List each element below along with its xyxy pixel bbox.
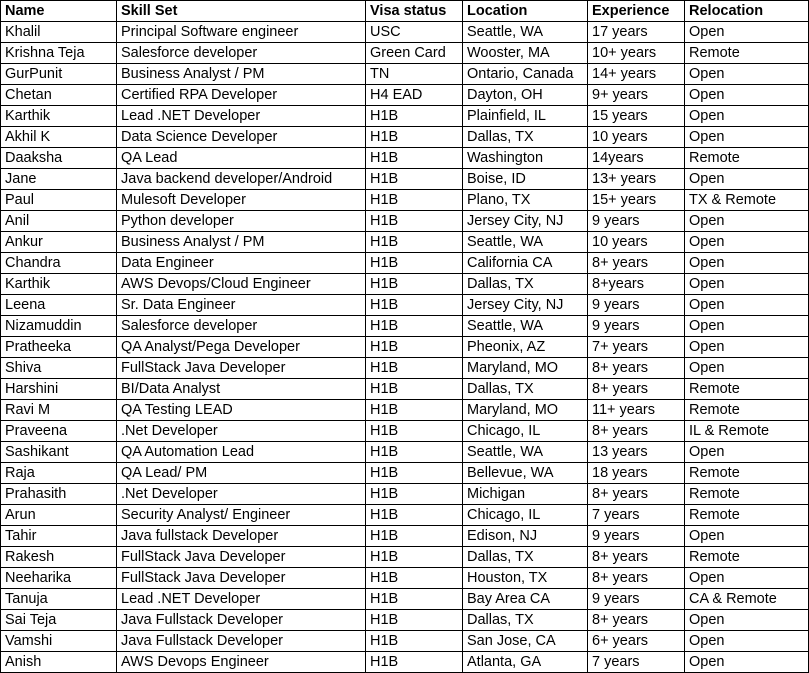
cell-experience: 8+ years bbox=[588, 610, 685, 631]
cell-visa-status: H1B bbox=[366, 106, 463, 127]
cell-experience: 11+ years bbox=[588, 400, 685, 421]
cell-relocation: Open bbox=[685, 253, 809, 274]
cell-name: Jane bbox=[1, 169, 117, 190]
cell-skill-set: BI/Data Analyst bbox=[117, 379, 366, 400]
cell-experience: 10 years bbox=[588, 232, 685, 253]
cell-relocation: IL & Remote bbox=[685, 421, 809, 442]
cell-relocation: Open bbox=[685, 610, 809, 631]
cell-experience: 15 years bbox=[588, 106, 685, 127]
cell-location: Dallas, TX bbox=[463, 547, 588, 568]
cell-visa-status: H1B bbox=[366, 316, 463, 337]
cell-location: San Jose, CA bbox=[463, 631, 588, 652]
cell-visa-status: H1B bbox=[366, 568, 463, 589]
cell-name: Chandra bbox=[1, 253, 117, 274]
cell-location: Dayton, OH bbox=[463, 85, 588, 106]
cell-name: Daaksha bbox=[1, 148, 117, 169]
cell-location: Michigan bbox=[463, 484, 588, 505]
cell-experience: 13+ years bbox=[588, 169, 685, 190]
cell-experience: 13 years bbox=[588, 442, 685, 463]
cell-name: Arun bbox=[1, 505, 117, 526]
cell-relocation: Remote bbox=[685, 148, 809, 169]
cell-skill-set: Lead .NET Developer bbox=[117, 589, 366, 610]
cell-location: Bay Area CA bbox=[463, 589, 588, 610]
cell-name: Anish bbox=[1, 652, 117, 673]
cell-location: Edison, NJ bbox=[463, 526, 588, 547]
cell-location: Seattle, WA bbox=[463, 22, 588, 43]
cell-location: California CA bbox=[463, 253, 588, 274]
cell-location: Bellevue, WA bbox=[463, 463, 588, 484]
cell-experience: 6+ years bbox=[588, 631, 685, 652]
cell-visa-status: H1B bbox=[366, 190, 463, 211]
table-row bbox=[1, 106, 809, 127]
cell-experience: 8+ years bbox=[588, 358, 685, 379]
cell-skill-set: Data Engineer bbox=[117, 253, 366, 274]
cell-experience: 9 years bbox=[588, 316, 685, 337]
cell-location: Plainfield, IL bbox=[463, 106, 588, 127]
cell-visa-status: H1B bbox=[366, 442, 463, 463]
cell-name: Krishna Teja bbox=[1, 43, 117, 64]
cell-name: Sai Teja bbox=[1, 610, 117, 631]
cell-visa-status: Green Card bbox=[366, 43, 463, 64]
cell-skill-set: Java backend developer/Android bbox=[117, 169, 366, 190]
cell-skill-set: Python developer bbox=[117, 211, 366, 232]
cell-location: Boise, ID bbox=[463, 169, 588, 190]
cell-name: Vamshi bbox=[1, 631, 117, 652]
cell-name: Leena bbox=[1, 295, 117, 316]
cell-visa-status: H1B bbox=[366, 610, 463, 631]
cell-name: Ravi M bbox=[1, 400, 117, 421]
cell-relocation: Open bbox=[685, 85, 809, 106]
table-row bbox=[1, 568, 809, 589]
cell-experience: 9 years bbox=[588, 295, 685, 316]
cell-location: Seattle, WA bbox=[463, 232, 588, 253]
cell-location: Maryland, MO bbox=[463, 400, 588, 421]
cell-skill-set: Java fullstack Developer bbox=[117, 526, 366, 547]
cell-name: Paul bbox=[1, 190, 117, 211]
cell-relocation: Open bbox=[685, 631, 809, 652]
cell-experience: 7 years bbox=[588, 505, 685, 526]
cell-location: Dallas, TX bbox=[463, 610, 588, 631]
cell-skill-set: FullStack Java Developer bbox=[117, 547, 366, 568]
cell-name: GurPunit bbox=[1, 64, 117, 85]
cell-name: Neeharika bbox=[1, 568, 117, 589]
table-row bbox=[1, 652, 809, 673]
cell-relocation: Remote bbox=[685, 379, 809, 400]
table-row bbox=[1, 631, 809, 652]
table-row bbox=[1, 64, 809, 85]
cell-name: Akhil K bbox=[1, 127, 117, 148]
table-row bbox=[1, 421, 809, 442]
cell-relocation: Remote bbox=[685, 484, 809, 505]
cell-skill-set: AWS Devops Engineer bbox=[117, 652, 366, 673]
cell-skill-set: .Net Developer bbox=[117, 421, 366, 442]
header-name: Name bbox=[1, 1, 117, 22]
cell-location: Seattle, WA bbox=[463, 442, 588, 463]
table-row bbox=[1, 358, 809, 379]
table-row bbox=[1, 316, 809, 337]
cell-skill-set: QA Analyst/Pega Developer bbox=[117, 337, 366, 358]
cell-location: Atlanta, GA bbox=[463, 652, 588, 673]
cell-visa-status: H1B bbox=[366, 232, 463, 253]
cell-visa-status: H1B bbox=[366, 253, 463, 274]
cell-name: Rakesh bbox=[1, 547, 117, 568]
table-row bbox=[1, 274, 809, 295]
cell-experience: 7 years bbox=[588, 652, 685, 673]
cell-relocation: Open bbox=[685, 232, 809, 253]
cell-visa-status: H1B bbox=[366, 421, 463, 442]
cell-relocation: Open bbox=[685, 652, 809, 673]
cell-experience: 14+ years bbox=[588, 64, 685, 85]
cell-experience: 8+ years bbox=[588, 568, 685, 589]
cell-visa-status: TN bbox=[366, 64, 463, 85]
cell-skill-set: QA Lead/ PM bbox=[117, 463, 366, 484]
cell-location: Chicago, IL bbox=[463, 505, 588, 526]
cell-relocation: Open bbox=[685, 526, 809, 547]
cell-name: Sashikant bbox=[1, 442, 117, 463]
cell-location: Dallas, TX bbox=[463, 379, 588, 400]
cell-visa-status: H1B bbox=[366, 358, 463, 379]
cell-visa-status: H1B bbox=[366, 652, 463, 673]
cell-experience: 10 years bbox=[588, 127, 685, 148]
cell-visa-status: H1B bbox=[366, 295, 463, 316]
cell-relocation: Open bbox=[685, 211, 809, 232]
cell-relocation: Open bbox=[685, 22, 809, 43]
table-row bbox=[1, 43, 809, 64]
cell-experience: 9 years bbox=[588, 211, 685, 232]
header-relocation: Relocation bbox=[685, 1, 809, 22]
cell-visa-status: H1B bbox=[366, 505, 463, 526]
cell-skill-set: Mulesoft Developer bbox=[117, 190, 366, 211]
cell-visa-status: H1B bbox=[366, 337, 463, 358]
cell-relocation: Open bbox=[685, 337, 809, 358]
cell-location: Plano, TX bbox=[463, 190, 588, 211]
cell-visa-status: H1B bbox=[366, 274, 463, 295]
cell-name: Pratheeka bbox=[1, 337, 117, 358]
cell-name: Shiva bbox=[1, 358, 117, 379]
table-row bbox=[1, 589, 809, 610]
cell-skill-set: QA Lead bbox=[117, 148, 366, 169]
table-row bbox=[1, 22, 809, 43]
cell-location: Chicago, IL bbox=[463, 421, 588, 442]
cell-name: Raja bbox=[1, 463, 117, 484]
cell-name: Harshini bbox=[1, 379, 117, 400]
cell-experience: 9 years bbox=[588, 589, 685, 610]
cell-location: Pheonix, AZ bbox=[463, 337, 588, 358]
cell-relocation: Remote bbox=[685, 400, 809, 421]
cell-relocation: Open bbox=[685, 568, 809, 589]
cell-experience: 18 years bbox=[588, 463, 685, 484]
table-row bbox=[1, 400, 809, 421]
table-row bbox=[1, 442, 809, 463]
cell-visa-status: H1B bbox=[366, 484, 463, 505]
table-row bbox=[1, 85, 809, 106]
table-row bbox=[1, 484, 809, 505]
cell-experience: 8+ years bbox=[588, 421, 685, 442]
cell-location: Maryland, MO bbox=[463, 358, 588, 379]
cell-skill-set: .Net Developer bbox=[117, 484, 366, 505]
cell-experience: 8+ years bbox=[588, 379, 685, 400]
cell-experience: 8+years bbox=[588, 274, 685, 295]
cell-location: Jersey City, NJ bbox=[463, 211, 588, 232]
cell-name: Chetan bbox=[1, 85, 117, 106]
cell-location: Houston, TX bbox=[463, 568, 588, 589]
header-row bbox=[1, 1, 809, 22]
table-row bbox=[1, 547, 809, 568]
cell-name: Praveena bbox=[1, 421, 117, 442]
cell-skill-set: Business Analyst / PM bbox=[117, 64, 366, 85]
cell-relocation: Remote bbox=[685, 43, 809, 64]
cell-skill-set: Lead .NET Developer bbox=[117, 106, 366, 127]
cell-visa-status: H1B bbox=[366, 211, 463, 232]
cell-experience: 10+ years bbox=[588, 43, 685, 64]
cell-location: Washington bbox=[463, 148, 588, 169]
cell-visa-status: H1B bbox=[366, 589, 463, 610]
cell-relocation: Open bbox=[685, 358, 809, 379]
cell-name: Karthik bbox=[1, 274, 117, 295]
cell-visa-status: USC bbox=[366, 22, 463, 43]
cell-visa-status: H1B bbox=[366, 127, 463, 148]
cell-location: Jersey City, NJ bbox=[463, 295, 588, 316]
header-location: Location bbox=[463, 1, 588, 22]
cell-visa-status: H1B bbox=[366, 547, 463, 568]
cell-visa-status: H1B bbox=[366, 379, 463, 400]
cell-visa-status: H1B bbox=[366, 631, 463, 652]
table-row bbox=[1, 337, 809, 358]
cell-relocation: Open bbox=[685, 274, 809, 295]
table-row bbox=[1, 610, 809, 631]
cell-name: Anil bbox=[1, 211, 117, 232]
cell-name: Karthik bbox=[1, 106, 117, 127]
cell-experience: 9+ years bbox=[588, 85, 685, 106]
table-row bbox=[1, 190, 809, 211]
cell-location: Dallas, TX bbox=[463, 127, 588, 148]
cell-skill-set: Data Science Developer bbox=[117, 127, 366, 148]
cell-skill-set: QA Testing LEAD bbox=[117, 400, 366, 421]
cell-skill-set: Salesforce developer bbox=[117, 43, 366, 64]
cell-location: Wooster, MA bbox=[463, 43, 588, 64]
cell-visa-status: H1B bbox=[366, 400, 463, 421]
cell-experience: 17 years bbox=[588, 22, 685, 43]
cell-visa-status: H1B bbox=[366, 526, 463, 547]
cell-skill-set: Java Fullstack Developer bbox=[117, 631, 366, 652]
table-body bbox=[1, 22, 809, 673]
cell-relocation: Open bbox=[685, 127, 809, 148]
cell-experience: 14years bbox=[588, 148, 685, 169]
table-row bbox=[1, 379, 809, 400]
cell-skill-set: Sr. Data Engineer bbox=[117, 295, 366, 316]
cell-name: Ankur bbox=[1, 232, 117, 253]
cell-relocation: Open bbox=[685, 442, 809, 463]
cell-skill-set: Security Analyst/ Engineer bbox=[117, 505, 366, 526]
cell-skill-set: FullStack Java Developer bbox=[117, 358, 366, 379]
cell-skill-set: Java Fullstack Developer bbox=[117, 610, 366, 631]
cell-relocation: Open bbox=[685, 169, 809, 190]
cell-experience: 8+ years bbox=[588, 547, 685, 568]
table-row bbox=[1, 232, 809, 253]
table-row bbox=[1, 169, 809, 190]
cell-relocation: Remote bbox=[685, 463, 809, 484]
table-row bbox=[1, 127, 809, 148]
cell-name: Nizamuddin bbox=[1, 316, 117, 337]
cell-name: Prahasith bbox=[1, 484, 117, 505]
table-row bbox=[1, 148, 809, 169]
table-row bbox=[1, 505, 809, 526]
table-row bbox=[1, 526, 809, 547]
cell-skill-set: AWS Devops/Cloud Engineer bbox=[117, 274, 366, 295]
cell-experience: 9 years bbox=[588, 526, 685, 547]
cell-skill-set: Certified RPA Developer bbox=[117, 85, 366, 106]
cell-location: Dallas, TX bbox=[463, 274, 588, 295]
cell-relocation: Open bbox=[685, 316, 809, 337]
cell-relocation: Remote bbox=[685, 547, 809, 568]
cell-skill-set: QA Automation Lead bbox=[117, 442, 366, 463]
table-row bbox=[1, 295, 809, 316]
cell-location: Seattle, WA bbox=[463, 316, 588, 337]
table-row bbox=[1, 253, 809, 274]
cell-name: Tahir bbox=[1, 526, 117, 547]
cell-skill-set: Business Analyst / PM bbox=[117, 232, 366, 253]
cell-skill-set: FullStack Java Developer bbox=[117, 568, 366, 589]
table-row bbox=[1, 463, 809, 484]
cell-relocation: Open bbox=[685, 64, 809, 85]
cell-location: Ontario, Canada bbox=[463, 64, 588, 85]
cell-skill-set: Salesforce developer bbox=[117, 316, 366, 337]
cell-skill-set: Principal Software engineer bbox=[117, 22, 366, 43]
cell-visa-status: H1B bbox=[366, 169, 463, 190]
header-skill-set: Skill Set bbox=[117, 1, 366, 22]
cell-visa-status: H4 EAD bbox=[366, 85, 463, 106]
cell-relocation: CA & Remote bbox=[685, 589, 809, 610]
header-experience: Experience bbox=[588, 1, 685, 22]
cell-relocation: Remote bbox=[685, 505, 809, 526]
cell-relocation: TX & Remote bbox=[685, 190, 809, 211]
cell-visa-status: H1B bbox=[366, 463, 463, 484]
cell-relocation: Open bbox=[685, 106, 809, 127]
cell-experience: 8+ years bbox=[588, 484, 685, 505]
cell-experience: 8+ years bbox=[588, 253, 685, 274]
cell-name: Khalil bbox=[1, 22, 117, 43]
header-visa-status: Visa status bbox=[366, 1, 463, 22]
cell-experience: 15+ years bbox=[588, 190, 685, 211]
table-row bbox=[1, 211, 809, 232]
cell-visa-status: H1B bbox=[366, 148, 463, 169]
cell-relocation: Open bbox=[685, 295, 809, 316]
cell-name: Tanuja bbox=[1, 589, 117, 610]
cell-experience: 7+ years bbox=[588, 337, 685, 358]
